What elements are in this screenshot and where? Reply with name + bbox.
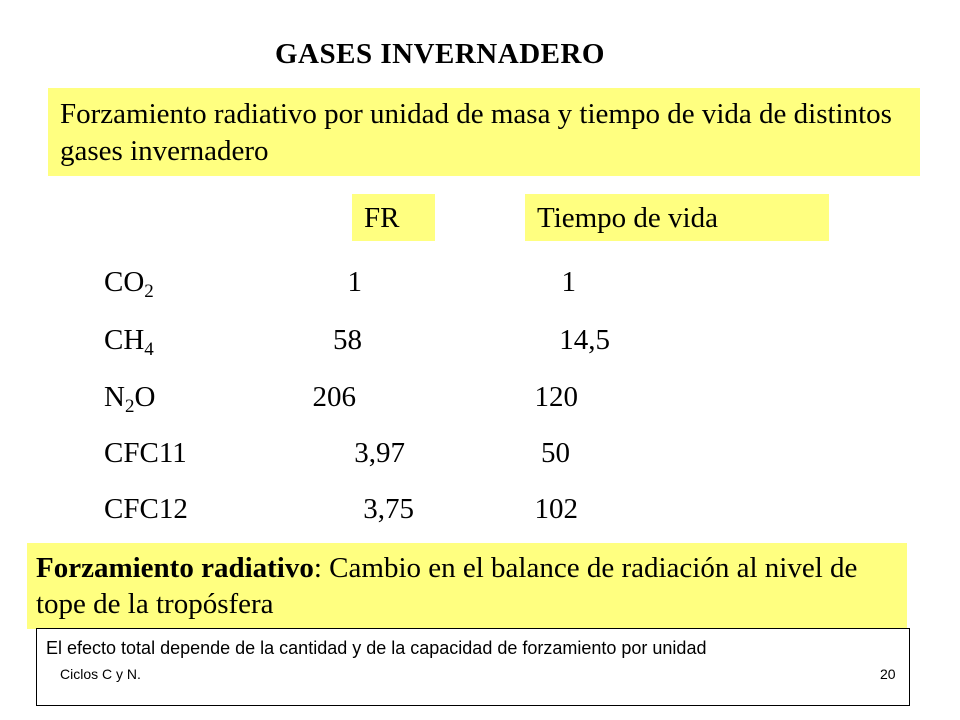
gas-row-co2 <box>0 266 960 306</box>
fr-value: 3,97 <box>354 437 405 469</box>
column-header-lifetime <box>525 194 829 241</box>
fr-value: 3,75 <box>363 493 414 525</box>
column-header-fr <box>352 194 435 241</box>
gas-name: CFC11 <box>104 437 187 469</box>
lifetime-value: 14,5 <box>559 324 610 356</box>
gas-row-n2o <box>0 381 960 421</box>
gas-row-ch4 <box>0 324 960 364</box>
gas-name: $N_2O$ <box>104 381 156 417</box>
gas-name: CFC12 <box>104 493 188 525</box>
fr-value: 206 <box>312 381 356 413</box>
column-header-lifetime-label: Tiempo de vida <box>537 202 718 234</box>
lifetime-value: 102 <box>534 493 578 525</box>
definition <box>36 550 896 622</box>
page-number: 20 <box>880 666 896 682</box>
slide-subtitle: Forzamiento radiativo por unidad de masa y tiempo de vida de distintos gases invernadero <box>60 98 892 167</box>
column-header-fr-label: FR <box>364 202 400 234</box>
gas-name: $CH_4$ <box>104 324 154 360</box>
lifetime-value: 50 <box>541 437 570 469</box>
fr-value: 58 <box>333 324 362 356</box>
definition-term: Forzamiento radiativo <box>36 552 314 584</box>
gas-row-cfc11 <box>0 437 960 477</box>
lifetime-value: 120 <box>534 381 578 413</box>
gas-name: $CO_2$ <box>104 266 154 302</box>
definition-text: : Cambio en el balance de radiación al nivel de tope de la tropósfera <box>36 552 858 620</box>
fr-value: 1 <box>347 266 362 298</box>
lifetime-value: 1 <box>561 266 576 298</box>
gas-row-cfc12 <box>0 493 960 533</box>
note-text: El efecto total depende de la cantidad y de la capacidad de forzamiento por unidad <box>46 638 707 658</box>
slide-title: GASES INVERNADERO <box>275 38 605 70</box>
footer-label: Ciclos C y N. <box>60 666 141 682</box>
